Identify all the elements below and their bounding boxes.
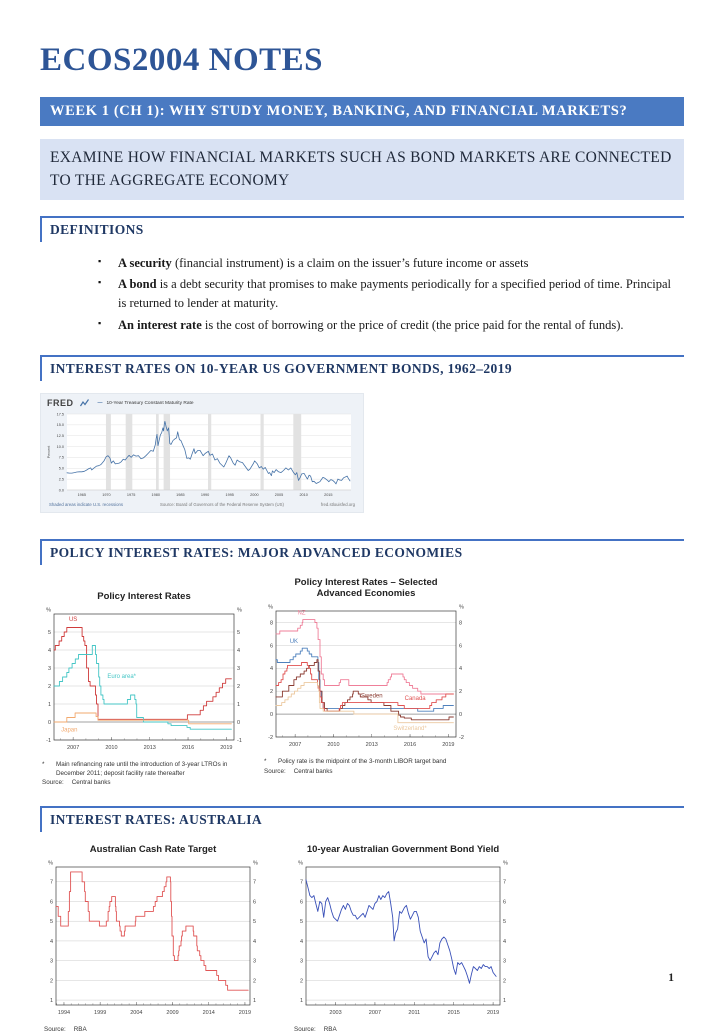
svg-text:6: 6 (503, 899, 506, 905)
bullet-square-icon: ▪ (98, 276, 101, 290)
definition-text: is a debt security that promises to make payments periodically for a specified period of time. Principal is returned to lender at maturity. (118, 277, 671, 310)
svg-text:3: 3 (503, 958, 506, 964)
svg-text:2007: 2007 (67, 745, 79, 751)
svg-text:Sweden: Sweden (361, 693, 383, 699)
fred-source: Source: Board of Governors of the Federal Reserve System (US) (160, 502, 284, 507)
section-policy-rates: POLICY INTEREST RATES: MAJOR ADVANCED ECONOMIES (40, 539, 684, 565)
svg-text:1999: 1999 (94, 1010, 106, 1016)
svg-text:%: % (298, 860, 303, 866)
svg-text:2004: 2004 (130, 1010, 142, 1016)
svg-text:2: 2 (50, 978, 53, 984)
svg-text:US: US (69, 617, 77, 623)
svg-text:UK: UK (290, 639, 298, 645)
svg-text:1990: 1990 (201, 493, 209, 497)
definition-text: (financial instrument) is a claim on the issuer’s future income or assets (172, 256, 529, 270)
policy-rates-chart (40, 591, 248, 788)
svg-text:2: 2 (48, 684, 51, 690)
chart-title: Australian Cash Rate Target (42, 844, 264, 855)
definition-text: is the cost of borrowing or the price of credit (the price paid for the rental of funds). (202, 318, 624, 332)
list-item (98, 254, 674, 273)
definition-term: A security (118, 256, 172, 270)
cash-rate-plot (42, 857, 264, 1019)
svg-text:1: 1 (503, 997, 506, 1003)
svg-text:Euro area*: Euro area* (107, 674, 136, 680)
source-label: Source: (42, 1026, 66, 1034)
policy-rates-selected-chart (262, 577, 470, 788)
page-number: 1 (668, 972, 674, 984)
svg-text:2015: 2015 (448, 1010, 460, 1016)
svg-text:NZ: NZ (298, 610, 306, 616)
svg-text:8: 8 (459, 620, 462, 626)
policy-charts-row (40, 577, 684, 788)
footnote-text: Main refinancing rate until the introduction of 3-year LTROs in December 2011; deposit facility rate thereafter (56, 761, 231, 778)
source-text: Central banks (294, 768, 333, 777)
footnote-text: Policy rate is the midpoint of the 3-month LIBOR target band (278, 758, 453, 767)
objective-box: EXAMINE HOW FINANCIAL MARKETS SUCH AS BOND MARKETS ARE CONNECTED TO THE AGGREGATE ECONOMY (40, 139, 684, 200)
svg-text:%: % (268, 605, 273, 611)
svg-text:3: 3 (237, 666, 240, 672)
svg-text:0: 0 (459, 712, 462, 718)
svg-text:2: 2 (300, 978, 303, 984)
svg-text:4: 4 (300, 938, 303, 944)
source-label: Source: (40, 779, 64, 788)
svg-text:2015: 2015 (324, 493, 332, 497)
svg-text:3: 3 (50, 958, 53, 964)
svg-text:7: 7 (300, 879, 303, 885)
svg-text:4: 4 (48, 648, 51, 654)
definitions-list (40, 254, 684, 336)
svg-text:2: 2 (253, 978, 256, 984)
list-item (98, 316, 674, 335)
svg-text:2014: 2014 (203, 1010, 215, 1016)
svg-text:4: 4 (503, 938, 506, 944)
svg-text:2019: 2019 (239, 1010, 251, 1016)
svg-text:1980: 1980 (152, 493, 160, 497)
recession-note: Shaded areas indicate U.S. recessions (49, 502, 123, 507)
svg-text:2: 2 (237, 684, 240, 690)
chart-title: 10-year Australian Government Bond Yield (292, 844, 514, 855)
fred-chart (40, 393, 364, 513)
svg-text:5: 5 (50, 919, 53, 925)
svg-text:2005: 2005 (275, 493, 283, 497)
svg-text:15.0: 15.0 (57, 423, 64, 427)
svg-text:0: 0 (48, 720, 51, 726)
svg-text:4: 4 (237, 648, 240, 654)
svg-text:5.0: 5.0 (59, 467, 64, 471)
svg-text:1: 1 (48, 702, 51, 708)
svg-text:1970: 1970 (102, 493, 110, 497)
svg-text:1965: 1965 (78, 493, 86, 497)
bond-yield-plot (292, 857, 514, 1019)
footnote-mark: * (262, 758, 278, 767)
svg-text:4: 4 (270, 666, 273, 672)
svg-text:%: % (459, 605, 464, 611)
svg-text:3: 3 (253, 958, 256, 964)
svg-text:5: 5 (503, 919, 506, 925)
chart-title: Policy Interest Rates – Selected Advanced Economies (281, 577, 451, 599)
policy-rates-selected-plot (262, 601, 470, 751)
svg-text:5: 5 (237, 630, 240, 636)
definition-term: A bond (118, 277, 157, 291)
bullet-square-icon: ▪ (98, 317, 101, 331)
svg-text:2.5: 2.5 (59, 477, 64, 481)
svg-text:3: 3 (300, 958, 303, 964)
svg-text:2010: 2010 (105, 745, 117, 751)
source-label: Source: (262, 768, 286, 777)
fred-chart-header (41, 394, 363, 410)
cash-rate-chart (42, 844, 264, 1034)
svg-text:%: % (503, 860, 508, 866)
svg-text:7: 7 (503, 879, 506, 885)
source-text: RBA (324, 1026, 337, 1034)
section-australia: INTEREST RATES: AUSTRALIA (40, 806, 684, 832)
svg-text:0: 0 (237, 720, 240, 726)
chart-notes (40, 761, 248, 788)
us-10yr-bond-plot (43, 410, 359, 500)
page-title: ECOS2004 NOTES (40, 42, 684, 79)
svg-text:-1: -1 (237, 738, 242, 744)
svg-text:8: 8 (270, 620, 273, 626)
svg-text:2016: 2016 (182, 745, 194, 751)
source-text: Central banks (72, 779, 111, 788)
svg-text:2011: 2011 (408, 1010, 420, 1016)
svg-text:2: 2 (270, 689, 273, 695)
svg-text:2: 2 (459, 689, 462, 695)
chart-notes (262, 758, 470, 776)
svg-text:12.5: 12.5 (57, 434, 64, 438)
svg-text:2010: 2010 (327, 742, 339, 748)
chart-notes (42, 1026, 264, 1034)
section-us-bonds: INTEREST RATES ON 10-YEAR US GOVERNMENT BONDS, 1962–2019 (40, 355, 684, 381)
definition-term: An interest rate (118, 318, 202, 332)
svg-text:1: 1 (253, 997, 256, 1003)
svg-text:2003: 2003 (329, 1010, 341, 1016)
fred-logo-icon (78, 399, 91, 407)
svg-text:6: 6 (300, 899, 303, 905)
svg-text:2009: 2009 (166, 1010, 178, 1016)
svg-text:3: 3 (48, 666, 51, 672)
fred-logo: FRED (47, 398, 74, 408)
svg-text:2013: 2013 (144, 745, 156, 751)
svg-text:1: 1 (50, 997, 53, 1003)
svg-text:%: % (46, 608, 51, 614)
svg-text:-1: -1 (46, 738, 51, 744)
svg-text:2010: 2010 (299, 493, 307, 497)
svg-text:0: 0 (270, 712, 273, 718)
svg-text:%: % (48, 860, 53, 866)
svg-text:2007: 2007 (289, 742, 301, 748)
svg-text:Canada: Canada (405, 696, 427, 702)
svg-text:0.0: 0.0 (59, 488, 64, 492)
footnote-mark: * (40, 761, 56, 778)
svg-text:7: 7 (50, 879, 53, 885)
svg-text:-2: -2 (459, 735, 464, 741)
svg-text:2007: 2007 (369, 1010, 381, 1016)
svg-text:-2: -2 (268, 735, 273, 741)
svg-text:%: % (237, 608, 242, 614)
svg-text:1985: 1985 (176, 493, 184, 497)
fred-chart-footer (41, 500, 363, 512)
svg-text:2019: 2019 (220, 745, 232, 751)
svg-text:6: 6 (459, 643, 462, 649)
svg-text:4: 4 (459, 666, 462, 672)
svg-text:5: 5 (48, 630, 51, 636)
svg-text:%: % (253, 860, 258, 866)
source-label: Source: (292, 1026, 316, 1034)
source-text: RBA (74, 1026, 87, 1034)
svg-text:4: 4 (253, 938, 256, 944)
fred-legend-label: 10-Year Treasury Constant Maturity Rate (107, 401, 194, 406)
svg-text:1995: 1995 (225, 493, 233, 497)
svg-text:5: 5 (253, 919, 256, 925)
svg-text:2016: 2016 (404, 742, 416, 748)
svg-text:Japan: Japan (61, 727, 77, 733)
svg-text:1994: 1994 (58, 1010, 70, 1016)
svg-text:2013: 2013 (366, 742, 378, 748)
bullet-square-icon: ▪ (98, 255, 101, 269)
chart-notes (292, 1026, 514, 1034)
chart-title: Policy Interest Rates (40, 591, 248, 602)
svg-text:5: 5 (300, 919, 303, 925)
svg-text:6: 6 (253, 899, 256, 905)
australia-charts-row (42, 844, 684, 1034)
list-item (98, 275, 674, 314)
svg-text:7.5: 7.5 (59, 456, 64, 460)
svg-text:1975: 1975 (127, 493, 135, 497)
bond-yield-chart (292, 844, 514, 1034)
svg-text:2019: 2019 (442, 742, 454, 748)
svg-text:1: 1 (237, 702, 240, 708)
svg-text:10.0: 10.0 (57, 445, 64, 449)
legend-line-sample: — (98, 400, 103, 406)
week-banner: WEEK 1 (CH 1): WHY STUDY MONEY, BANKING, AND FINANCIAL MARKETS? (40, 97, 684, 126)
svg-text:6: 6 (270, 643, 273, 649)
svg-text:2: 2 (503, 978, 506, 984)
fred-url: fred.stlouisfed.org (321, 502, 355, 507)
section-definitions: DEFINITIONS (40, 216, 684, 242)
svg-text:2000: 2000 (250, 493, 258, 497)
svg-text:Percent: Percent (47, 446, 51, 458)
svg-text:1: 1 (300, 997, 303, 1003)
svg-text:Switzerland*: Switzerland* (393, 726, 427, 732)
svg-text:6: 6 (50, 899, 53, 905)
svg-text:17.5: 17.5 (57, 412, 64, 416)
svg-text:2019: 2019 (487, 1010, 499, 1016)
policy-rates-plot (40, 604, 248, 754)
svg-text:4: 4 (50, 938, 53, 944)
svg-text:7: 7 (253, 879, 256, 885)
